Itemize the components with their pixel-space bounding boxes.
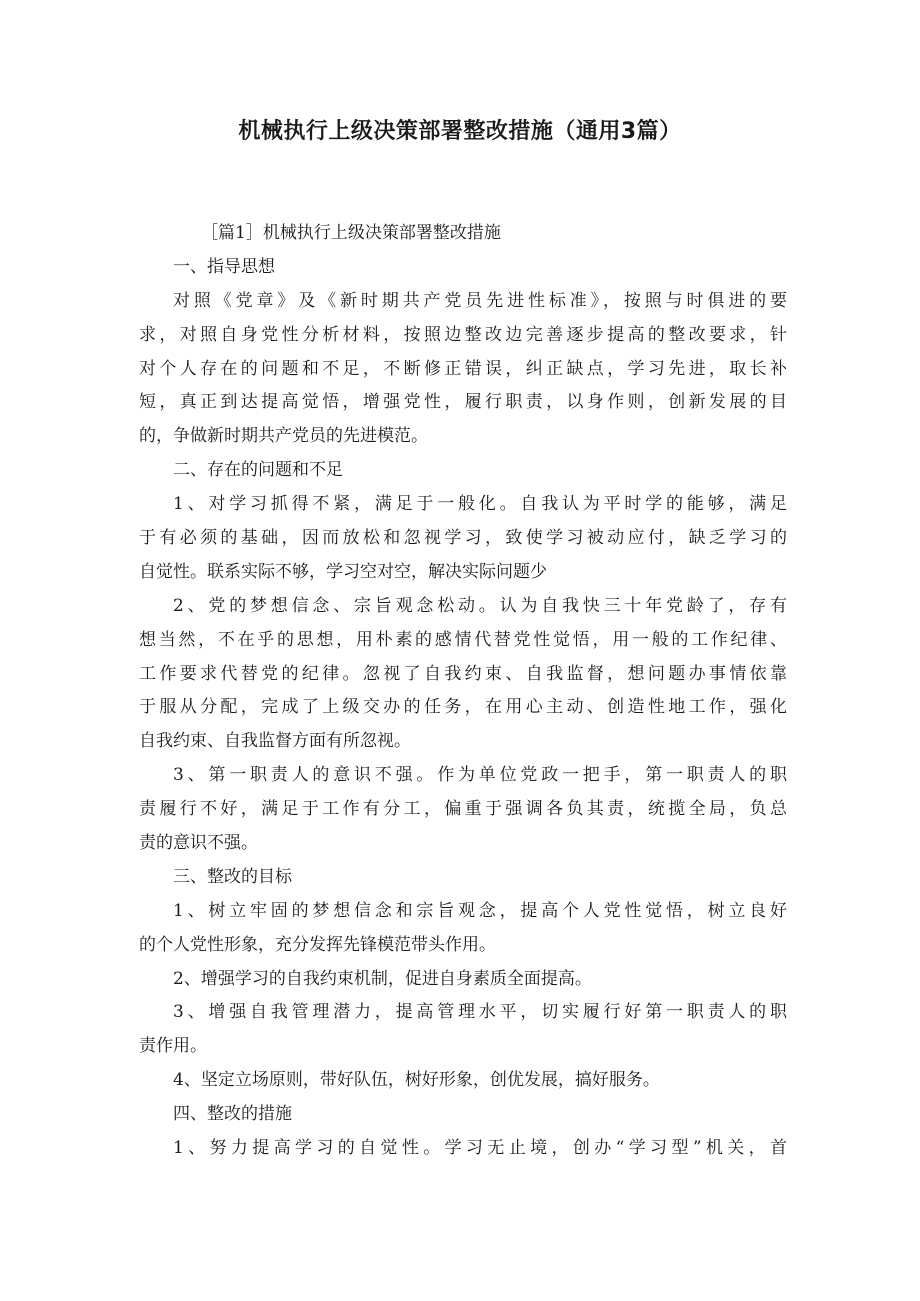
paragraph-line: 求，对照自身党性分析材料，按照边整改边完善逐步提高的整改要求，针 (139, 324, 787, 345)
paragraph-line: 于服从分配，完成了上级交办的任务，在用心主动、创造性地工作，强化 (139, 697, 787, 718)
paragraph-line: 的，争做新时期共产党员的先进模范。 (139, 426, 428, 447)
paragraph-line: 自我约束、自我监督方面有所忽视。 (139, 731, 411, 752)
paragraph-line: 1、对学习抓得不紧，满足于一般化。自我认为平时学的能够，满足 (173, 494, 787, 515)
paragraph-line: 责的意识不强。 (139, 833, 258, 854)
paragraph-line: 2、党的梦想信念、宗旨观念松动。认为自我快三十年党龄了，存有 (173, 595, 787, 616)
paragraph-line: 自觉性。联系实际不够，学习空对空，解决实际问题少 (139, 561, 547, 582)
section-heading: 二、存在的问题和不足 (173, 460, 343, 481)
paragraph-line: 1、树立牢固的梦想信念和宗旨观念，提高个人党性觉悟，树立良好 (173, 900, 787, 921)
paragraph-line: 责作用。 (139, 1036, 207, 1057)
paragraph-line: 对照《党章》及《新时期共产党员先进性标准》，按照与时俱进的要 (173, 290, 787, 311)
paragraph-line: 1、努力提高学习的自觉性。学习无止境，创办“学习型”机关，首 (173, 1138, 787, 1159)
paragraph-line: 3、第一职责人的意识不强。作为单位党政一把手，第一职责人的职 (173, 765, 787, 786)
section-heading: 一、指导思想 (173, 256, 275, 277)
paragraph-line: 想当然，不在乎的思想，用朴素的感情代替党性觉悟，用一般的工作纪律、 (139, 629, 787, 650)
paragraph-line: 责履行不好，满足于工作有分工，偏重于强调各负其责，统揽全局，负总 (139, 799, 787, 820)
paragraph-line: 2、增强学习的自我约束机制，促进自身素质全面提高。 (173, 968, 592, 989)
paragraph-line: 4、坚定立场原则，带好队伍，树好形象，创优发展，搞好服务。 (173, 1070, 660, 1091)
paragraph-line: 对个人存在的问题和不足，不断修正错误，纠正缺点，学习先进，取长补 (139, 358, 787, 379)
section-heading: 三、整改的目标 (173, 866, 292, 887)
paragraph-line: 工作要求代替党的纪律。忽视了自我约束、自我监督，想问题办事情依靠 (139, 663, 787, 684)
paragraph-line: 3、增强自我管理潜力，提高管理水平，切实履行好第一职责人的职 (173, 1002, 787, 1023)
paragraph-line: 于有必须的基础，因而放松和忽视学习，致使学习被动应付，缺乏学习的 (139, 528, 787, 549)
document-title: 机械执行上级决策部署整改措施（通用3篇） (238, 119, 682, 144)
paragraph-line: 短，真正到达提高觉悟，增强党性，履行职责，以身作则，创新发展的目 (139, 392, 787, 413)
document-body (139, 217, 787, 1166)
paragraph-line: 的个人党性形象，充分发挥先锋模范带头作用。 (139, 934, 496, 955)
section-heading: 四、整改的措施 (173, 1104, 292, 1125)
section-heading: ［篇1］机械执行上级决策部署整改措施 (201, 223, 501, 243)
